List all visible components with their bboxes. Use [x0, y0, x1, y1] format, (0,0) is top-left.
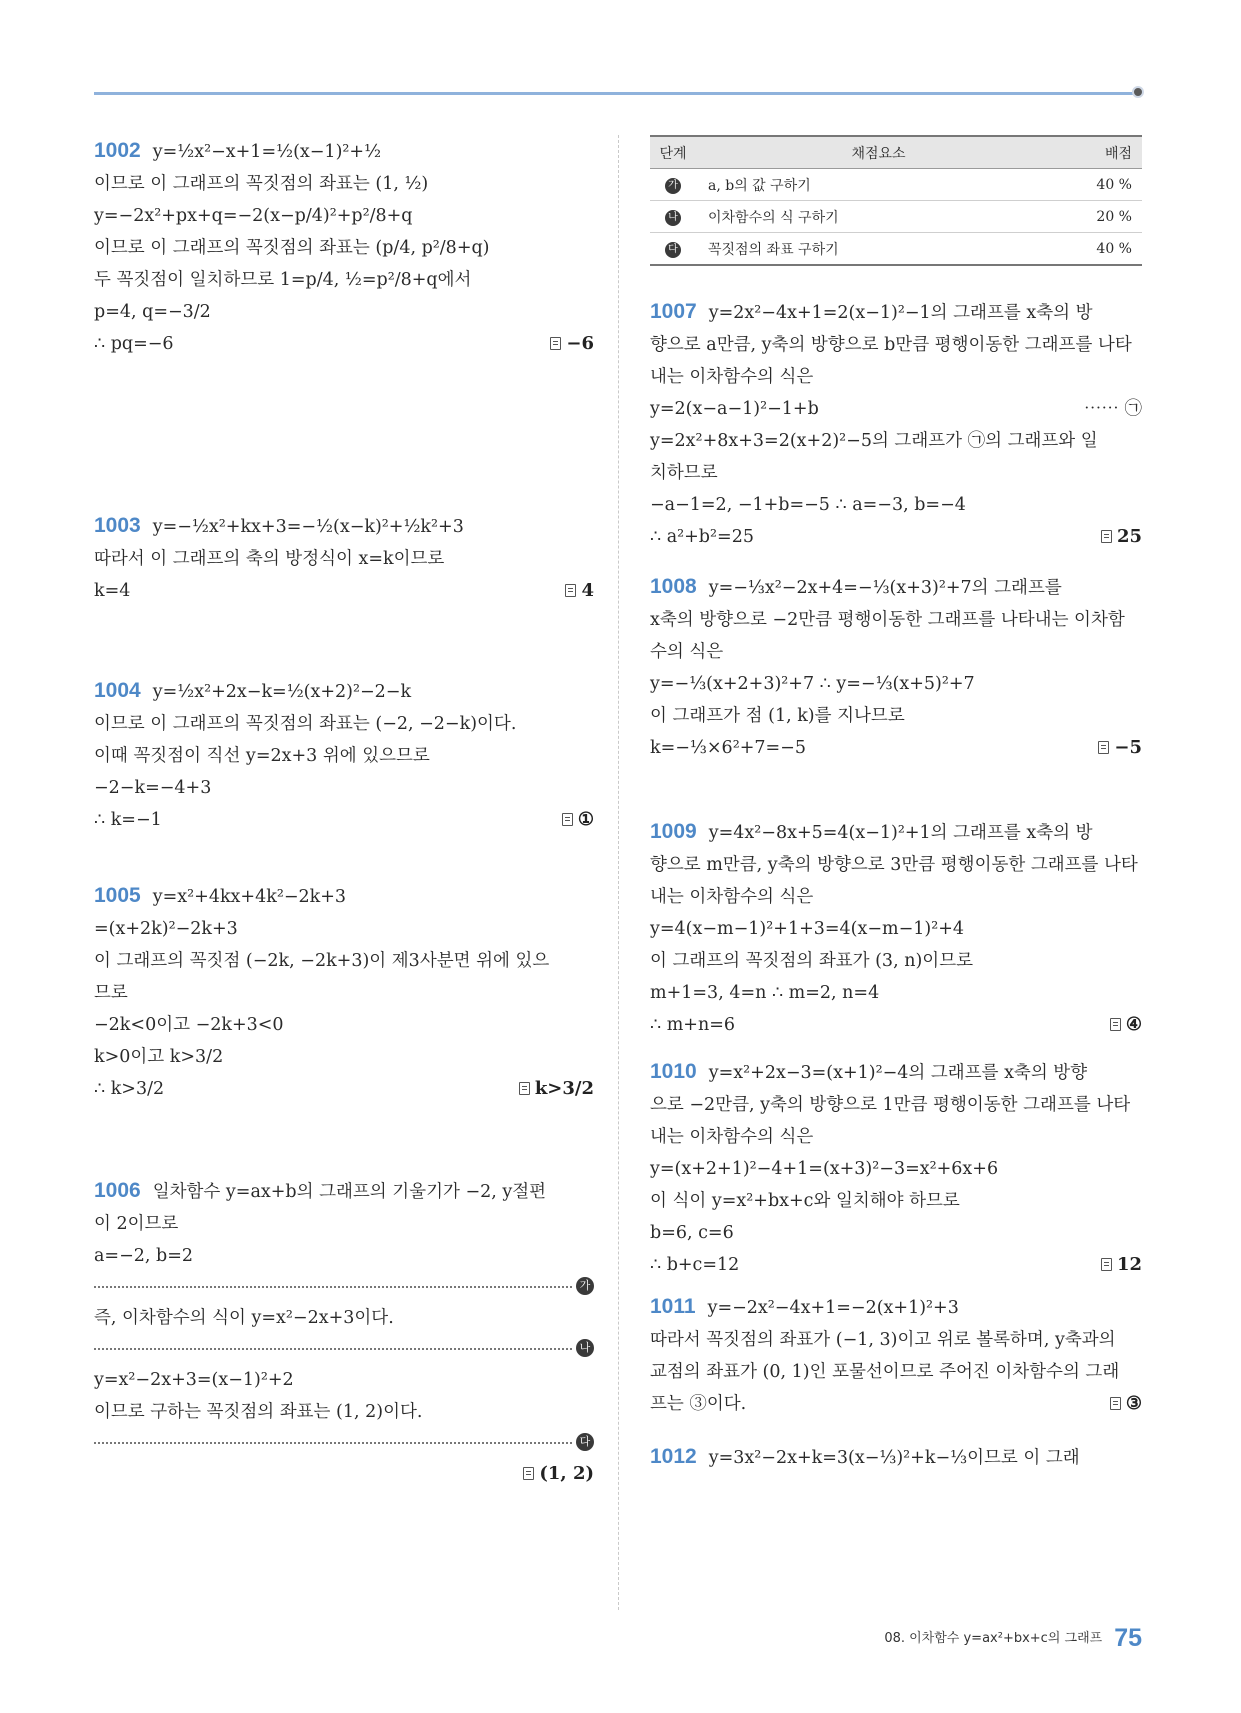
solution-line: [94, 1240, 594, 1272]
score-points: 20 %: [1061, 201, 1142, 233]
solution-line: [650, 849, 1142, 881]
problem-1007: [650, 296, 1142, 553]
solution-line: [94, 772, 594, 804]
line-text: x축의 방향으로 −2만큼 평행이동한 그래프를 나타내는 이차함: [650, 610, 1125, 630]
table-row: [650, 233, 1142, 266]
page-footer: [884, 1624, 1142, 1653]
line-text: 두 꼭짓점이 일치하므로 1=p/4, ½=p²/8+q에서: [94, 270, 472, 290]
solution-line: [650, 1324, 1142, 1356]
line-text: ∴ a²+b²=25: [650, 527, 754, 547]
problem-number: 1008: [650, 575, 697, 598]
answer-icon: [1110, 1018, 1121, 1031]
answer-icon: [519, 1082, 530, 1095]
problem-1011: [650, 1291, 1142, 1420]
solution-line: [650, 1441, 1142, 1474]
solution-line: [94, 1041, 594, 1073]
solution-line: [650, 1249, 1142, 1281]
solution-line: [650, 977, 1142, 1009]
answer-value: ④: [1125, 1014, 1142, 1035]
solution-line: [94, 675, 594, 708]
solution-line: [94, 200, 594, 232]
problem-1010: [650, 1056, 1142, 1281]
answer-icon: [1110, 1397, 1121, 1410]
line-text: 따라서 이 그래프의 축의 방정식이 x=k이므로: [94, 549, 445, 569]
table-row: [650, 169, 1142, 201]
answer: [1101, 521, 1142, 553]
score-table-header: [650, 136, 1142, 169]
line-text: ∴ b+c=12: [650, 1255, 740, 1275]
solution-line: [650, 457, 1142, 489]
header-rule-dot: [1132, 86, 1144, 98]
page-number: 75: [1114, 1624, 1142, 1652]
solution-line: [94, 543, 594, 575]
solution-line: [94, 880, 594, 913]
solution-line: [94, 1458, 594, 1490]
solution-line: [650, 521, 1142, 553]
solution-line: [650, 393, 1142, 425]
line-text: 으로 −2만큼, y축의 방향으로 1만큼 평행이동한 그래프를 나타: [650, 1095, 1131, 1115]
solution-line: [650, 425, 1142, 457]
line-text: k=−⅓×6²+7=−5: [650, 738, 806, 758]
line-text: y=(x+2+1)²−4+1=(x+3)²−3=x²+6x+6: [650, 1159, 999, 1179]
solution-line: [650, 1153, 1142, 1185]
line-text: y=½x²−x+1=½(x−1)²+½: [152, 142, 382, 162]
answer: [519, 1073, 594, 1105]
right-column: [650, 135, 1142, 1468]
line-text: y=½x²+2x−k=½(x+2)²−2−k: [152, 682, 412, 702]
score-item: 이차함수의 식 구하기: [696, 201, 1061, 233]
line-text: b=6, c=6: [650, 1223, 734, 1243]
answer: [562, 804, 594, 836]
answer-icon: [1101, 530, 1112, 543]
line-text: y=−½x²+kx+3=−½(x−k)²+½k²+3: [152, 517, 464, 537]
line-text: 수의 식은: [650, 642, 724, 662]
line-text: y=x²−2x+3=(x−1)²+2: [94, 1370, 294, 1390]
line-text: ∴ pq=−6: [94, 334, 174, 354]
line-text: 이 2이므로: [94, 1214, 179, 1234]
answer-value: 25: [1116, 526, 1142, 547]
line-text: a=−2, b=2: [94, 1246, 194, 1266]
solution-line: [650, 1009, 1142, 1041]
answer-icon: [550, 337, 561, 350]
line-text: 내는 이차함수의 식은: [650, 367, 814, 387]
step-badge: 나: [576, 1339, 594, 1357]
problem-number: 1009: [650, 820, 697, 843]
answer: [550, 328, 594, 360]
answer: [1098, 732, 1142, 764]
solution-line: [650, 1388, 1142, 1420]
header-points: 배점: [1061, 136, 1142, 169]
line-text: 즉, 이차함수의 식이 y=x²−2x+3이다.: [94, 1308, 394, 1328]
line-text: 이므로 이 그래프의 꼭짓점의 좌표는 (p/4, p²/8+q): [94, 238, 490, 258]
answer: [1101, 1249, 1142, 1281]
answer-value: 4: [581, 580, 594, 601]
header-step: 단계: [650, 136, 696, 169]
header-item: 채점요소: [696, 136, 1061, 169]
line-text: 므로: [94, 983, 128, 1003]
problem-1002: [94, 135, 594, 360]
line-text: 이므로 이 그래프의 꼭짓점의 좌표는 (−2, −2−k)이다.: [94, 714, 517, 734]
problem-number: 1012: [650, 1445, 697, 1468]
solution-line: [650, 1185, 1142, 1217]
line-text: 일차함수 y=ax+b의 그래프의 기울기가 −2, y절편: [152, 1182, 547, 1202]
score-points: 40 %: [1061, 233, 1142, 266]
line-text: y=−⅓x²−2x+4=−⅓(x+3)²+7의 그래프를: [708, 578, 1062, 598]
problem-number: 1007: [650, 300, 697, 323]
answer-value: ①: [577, 809, 594, 830]
answer-icon: [523, 1467, 534, 1480]
step-separator: [94, 1272, 594, 1302]
line-text: ∴ k>3/2: [94, 1079, 165, 1099]
solution-line: [650, 668, 1142, 700]
line-text: y=2(x−a−1)²−1+b: [650, 399, 819, 419]
solution-line: [650, 1291, 1142, 1324]
solution-line: [94, 977, 594, 1009]
line-text: y=−2x²+px+q=−2(x−p/4)²+p²/8+q: [94, 206, 413, 226]
solution-line: [650, 489, 1142, 521]
solution-line: [94, 913, 594, 945]
answer-icon: [1101, 1258, 1112, 1271]
line-text: m+1=3, 4=n ∴ m=2, n=4: [650, 983, 880, 1003]
problem-1005: [94, 880, 594, 1105]
equation-marker: ⋯⋯ ㉠: [1083, 399, 1142, 419]
solution-line: [94, 1364, 594, 1396]
solution-line: [94, 1175, 594, 1208]
solution-line: [650, 329, 1142, 361]
solution-line: [94, 708, 594, 740]
header-rule: [94, 92, 1142, 95]
solution-line: [94, 510, 594, 543]
line-text: 향으로 a만큼, y축의 방향으로 b만큼 평행이동한 그래프를 나타: [650, 335, 1132, 355]
solution-line: [94, 575, 594, 607]
line-text: 내는 이차함수의 식은: [650, 887, 814, 907]
line-text: 향으로 m만큼, y축의 방향으로 3만큼 평행이동한 그래프를 나타: [650, 855, 1138, 875]
line-text: ∴ m+n=6: [650, 1015, 736, 1035]
step-badge: 가: [576, 1277, 594, 1295]
step-badge: 다: [576, 1433, 594, 1451]
solution-line: [94, 1208, 594, 1240]
answer-value: −5: [1114, 737, 1142, 758]
line-text: y=3x²−2x+k=3(x−⅓)²+k−⅓이므로 이 그래: [708, 1448, 1080, 1468]
line-text: y=x²+2x−3=(x+1)²−4의 그래프를 x축의 방향: [708, 1063, 1088, 1083]
line-text: 프는 ③이다.: [650, 1394, 747, 1414]
solution-line: [94, 1396, 594, 1428]
problem-1006: [94, 1175, 594, 1490]
answer-value: 12: [1116, 1254, 1142, 1275]
solution-line: [94, 945, 594, 977]
line-text: y=−2x²−4x+1=−2(x+1)²+3: [707, 1298, 959, 1318]
problem-number: 1006: [94, 1179, 141, 1202]
line-text: 이 그래프의 꼭짓점 (−2k, −2k+3)이 제3사분면 위에 있으: [94, 951, 550, 971]
problem-number: 1003: [94, 514, 141, 537]
score-item: a, b의 값 구하기: [696, 169, 1061, 201]
solution-line: [94, 1302, 594, 1334]
line-text: y=−⅓(x+2+3)²+7 ∴ y=−⅓(x+5)²+7: [650, 674, 975, 694]
solution-line: [650, 1217, 1142, 1249]
step-separator: [94, 1428, 594, 1458]
problem-1012: [650, 1441, 1142, 1474]
table-row: [650, 201, 1142, 233]
line-text: y=x²+4kx+4k²−2k+3: [152, 887, 347, 907]
solution-line: [650, 1089, 1142, 1121]
solution-line: [94, 740, 594, 772]
line-text: 이 그래프의 꼭짓점의 좌표가 (3, n)이므로: [650, 951, 974, 971]
answer-value: (1, 2): [539, 1463, 594, 1484]
line-text: ∴ k=−1: [94, 810, 162, 830]
solution-line: [94, 328, 594, 360]
problem-number: 1004: [94, 679, 141, 702]
step-badge: 가: [665, 178, 681, 194]
answer-icon: [562, 813, 573, 826]
line-text: 치하므로: [650, 463, 718, 483]
line-text: 이때 꼭짓점이 직선 y=2x+3 위에 있으므로: [94, 746, 430, 766]
score-item: 꼭짓점의 좌표 구하기: [696, 233, 1061, 266]
line-text: 따라서 꼭짓점의 좌표가 (−1, 3)이고 위로 볼록하며, y축과의: [650, 1330, 1116, 1350]
problem-1008: [650, 571, 1142, 764]
solution-line: [650, 1121, 1142, 1153]
problem-1004: [94, 675, 594, 836]
solution-line: [94, 135, 594, 168]
solution-line: [650, 296, 1142, 329]
answer: [523, 1458, 594, 1490]
step-badge: 나: [665, 210, 681, 226]
column-divider: [618, 135, 619, 1610]
solution-line: [650, 636, 1142, 668]
line-text: y=4(x−m−1)²+1+3=4(x−m−1)²+4: [650, 919, 965, 939]
problem-number: 1005: [94, 884, 141, 907]
solution-line: [650, 361, 1142, 393]
answer: [565, 575, 594, 607]
solution-line: [94, 264, 594, 296]
answer-value: k>3/2: [534, 1078, 594, 1099]
line-text: −a−1=2, −1+b=−5 ∴ a=−3, b=−4: [650, 495, 966, 515]
line-text: 내는 이차함수의 식은: [650, 1127, 814, 1147]
line-text: y=2x²−4x+1=2(x−1)²−1의 그래프를 x축의 방: [708, 303, 1093, 323]
solution-line: [94, 232, 594, 264]
line-text: k>0이고 k>3/2: [94, 1047, 224, 1067]
line-text: =(x+2k)²−2k+3: [94, 919, 238, 939]
solution-line: [94, 1073, 594, 1105]
problem-1009: [650, 816, 1142, 1041]
answer: [1110, 1009, 1142, 1041]
problem-1003: [94, 510, 594, 607]
solution-line: [650, 604, 1142, 636]
answer-value: −6: [566, 333, 594, 354]
step-badge: 다: [665, 242, 681, 258]
line-text: 교점의 좌표가 (0, 1)인 포물선이므로 주어진 이차함수의 그래: [650, 1362, 1120, 1382]
solution-line: [650, 913, 1142, 945]
line-text: 이므로 구하는 꼭짓점의 좌표는 (1, 2)이다.: [94, 1402, 423, 1422]
solution-line: [650, 732, 1142, 764]
solution-line: [94, 296, 594, 328]
solution-line: [650, 1356, 1142, 1388]
problem-number: 1010: [650, 1060, 697, 1083]
line-text: p=4, q=−3/2: [94, 302, 211, 322]
line-text: y=4x²−8x+5=4(x−1)²+1의 그래프를 x축의 방: [708, 823, 1093, 843]
answer-icon: [1098, 741, 1109, 754]
solution-line: [94, 168, 594, 200]
line-text: k=4: [94, 581, 131, 601]
answer-icon: [565, 584, 576, 597]
footer-chapter: 08. 이차함수 y=ax²+bx+c의 그래프: [884, 1631, 1103, 1646]
line-text: −2k<0이고 −2k+3<0: [94, 1015, 284, 1035]
score-points: 40 %: [1061, 169, 1142, 201]
problem-number: 1002: [94, 139, 141, 162]
solution-line: [650, 816, 1142, 849]
solution-line: [650, 700, 1142, 732]
solution-line: [650, 945, 1142, 977]
score-table: [650, 135, 1142, 266]
answer: [1110, 1388, 1142, 1420]
line-text: 이므로 이 그래프의 꼭짓점의 좌표는 (1, ½): [94, 174, 429, 194]
line-text: −2−k=−4+3: [94, 778, 212, 798]
solution-line: [650, 881, 1142, 913]
line-text: y=2x²+8x+3=2(x+2)²−5의 그래프가 ㉠의 그래프와 일: [650, 431, 1098, 451]
solution-line: [94, 804, 594, 836]
solution-line: [650, 571, 1142, 604]
line-text: 이 식이 y=x²+bx+c와 일치해야 하므로: [650, 1191, 960, 1211]
line-text: 이 그래프가 점 (1, k)를 지나므로: [650, 706, 905, 726]
answer-value: ③: [1125, 1393, 1142, 1414]
problem-number: 1011: [650, 1295, 696, 1318]
solution-line: [650, 1056, 1142, 1089]
step-separator: [94, 1334, 594, 1364]
solution-line: [94, 1009, 594, 1041]
